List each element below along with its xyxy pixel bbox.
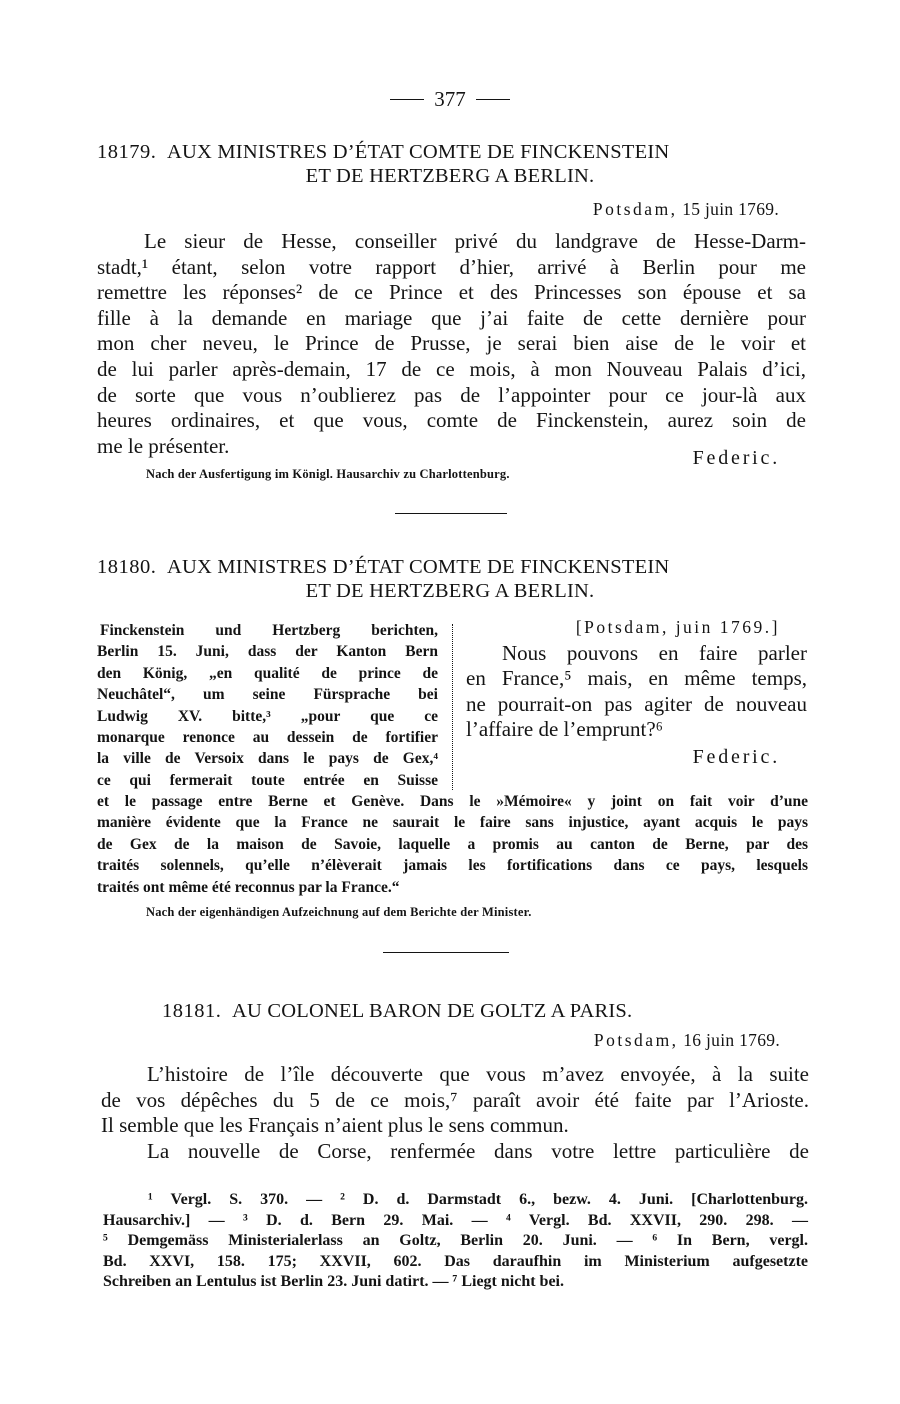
footnote-line: ⁵ Demgemäss Ministerialerlass an Goltz, Berlin 20. Juni. — ⁶ In Bern, vergl. <box>103 1232 808 1250</box>
letter-18180-report-continuation <box>97 791 808 898</box>
summary-line: monarque renonce au dessein de fortifier <box>97 729 438 747</box>
body-line: fille à la demande en mariage que j’ai faite de cette dernière pour <box>97 305 806 330</box>
letter-18179-body <box>97 229 806 459</box>
footnote-line: Hausarchiv.] — ³ D. d. Bern 29. Mai. — ⁴ Vergl. Bd. XXVII, 290. 298. — <box>103 1211 808 1229</box>
letter-heading-line1: AUX MINISTRES D’ÉTAT COMTE DE FINCKENSTEIN <box>167 556 670 578</box>
letter-18180-signature: Federic. <box>692 746 780 768</box>
letter-18180-heading <box>97 554 669 580</box>
letter-18179-heading <box>97 139 669 165</box>
body-line: me le présenter. <box>97 433 230 458</box>
letter-number: 18179. <box>97 141 157 163</box>
summary-line: Neuchâtel“, um seine Fürsprache bei <box>97 686 438 704</box>
body-line: l’affaire de l’emprunt?⁶ <box>466 717 663 742</box>
letter-18179-source-note: Nach der Ausfertigung im Königl. Hausarchiv zu Charlottenburg. <box>146 467 510 481</box>
letter-18180-heading-line2: ET DE HERTZBERG A BERLIN. <box>305 580 595 602</box>
body-line: Le sieur de Hesse, conseiller privé du landgrave de Hesse-Darm- <box>144 229 806 253</box>
page-number-dash-left <box>390 99 424 100</box>
footnote-line: Bd. XXVI, 158. 175; XXVII, 602. Das daraufhin im Ministerium aufgesetzte <box>103 1252 808 1270</box>
section-divider <box>383 952 509 953</box>
body-line: L’histoire de l’île découverte que vous m’avez envoyée, à la suite <box>147 1062 809 1086</box>
letter-18180-source-note: Nach der eigenhändigen Aufzeichnung auf dem Berichte der Minister. <box>146 905 532 919</box>
column-separator <box>452 624 453 790</box>
page-number-dash-right <box>476 99 510 100</box>
body-line: de sorte que vous n’oublierez pas de l’appointer pour ce jour-là aux <box>97 382 806 407</box>
letter-18180-dateline: [Potsdam, juin 1769.] <box>575 617 780 637</box>
letter-number: 18181. <box>162 1000 222 1022</box>
section-divider <box>395 513 507 514</box>
letter-heading-line1: AU COLONEL BARON DE GOLTZ A PARIS. <box>232 1000 633 1022</box>
body-line: ne pourrait-on pas agiter de nouveau <box>466 691 807 716</box>
letter-18180-body <box>466 641 807 743</box>
summary-line: Finckenstein und Hertzberg berichten, <box>100 622 438 639</box>
body-line: mon cher neveu, le Prince de Prusse, je serai bien aise de le voir et <box>97 331 806 356</box>
body-line: heures ordinaires, et que vous, comte de Finckenstein, aurez soin de <box>97 408 806 433</box>
page-number: 377 <box>0 87 900 112</box>
letter-18180-report-summary <box>97 620 438 791</box>
letter-18179-dateline: Potsdam, 15 juin 1769. <box>592 199 779 219</box>
letter-18181-dateline: Potsdam, 16 juin 1769. <box>593 1030 780 1050</box>
body-line: Il semble que les Français n’aient plus le sens commun. <box>101 1113 569 1138</box>
summary-line: la ville de Versoix dans le pays de Gex,⁴ <box>97 750 438 768</box>
summary-line: manière évidente que la France ne saurait le faire sans injustice, ayant acquis le pays <box>97 814 808 832</box>
letter-number: 18180. <box>97 556 157 578</box>
letter-18179-signature: Federic. <box>692 447 780 469</box>
letter-18179-heading-line2: ET DE HERTZBERG A BERLIN. <box>305 165 595 187</box>
footnote-line: ¹ Vergl. S. 370. — ² D. d. Darmstadt 6., bezw. 4. Juni. [Charlottenburg. <box>148 1191 808 1208</box>
body-line: en France,⁵ mais, en même temps, <box>466 666 807 691</box>
summary-line: ce qui fermerait toute entrée en Suisse <box>97 771 438 789</box>
summary-line: Berlin 15. Juni, dass der Kanton Bern <box>97 643 438 661</box>
body-line: stadt,¹ étant, selon votre rapport d’hier, arrivé à Berlin pour me <box>97 254 806 279</box>
summary-line: traités solennels, qu’elle n’élèverait jamais les fortifications dans ce pays, lesquels <box>97 857 808 875</box>
letter-heading-line1: AUX MINISTRES D’ÉTAT COMTE DE FINCKENSTEIN <box>167 141 670 163</box>
body-line: de lui parler après-demain, 17 de ce mois, à mon Nouveau Palais d’ici, <box>97 356 806 381</box>
summary-line: et le passage entre Berne et Genève. Dans le »Mémoire« y joint on fait voir d’une <box>97 793 808 810</box>
summary-line: Ludwig XV. bitte,³ „pour que ce <box>97 707 438 725</box>
body-line: remettre les réponses² de ce Prince et des Princesses son épouse et sa <box>97 280 806 305</box>
body-line: La nouvelle de Corse, renfermée dans votre lettre particulière de <box>147 1138 809 1163</box>
summary-line: traités ont même été reconnus par la France.“ <box>97 878 400 896</box>
footnote-line: Schreiben an Lentulus ist Berlin 23. Juni datirt. — ⁷ Liegt nicht bei. <box>103 1273 564 1291</box>
summary-line: de Gex de la maison de Savoie, laquelle a promis au canton de Berne, par des <box>97 835 808 853</box>
summary-line: den König, „en qualité de prince de <box>97 664 438 682</box>
letter-18181-body <box>101 1062 809 1164</box>
body-line: Nous pouvons en faire parler <box>502 641 807 665</box>
letter-18181-heading <box>162 998 632 1024</box>
body-line: de vos dépêches du 5 de ce mois,⁷ paraît avoir été faite par l’Arioste. <box>101 1087 809 1112</box>
footnotes <box>103 1190 808 1293</box>
